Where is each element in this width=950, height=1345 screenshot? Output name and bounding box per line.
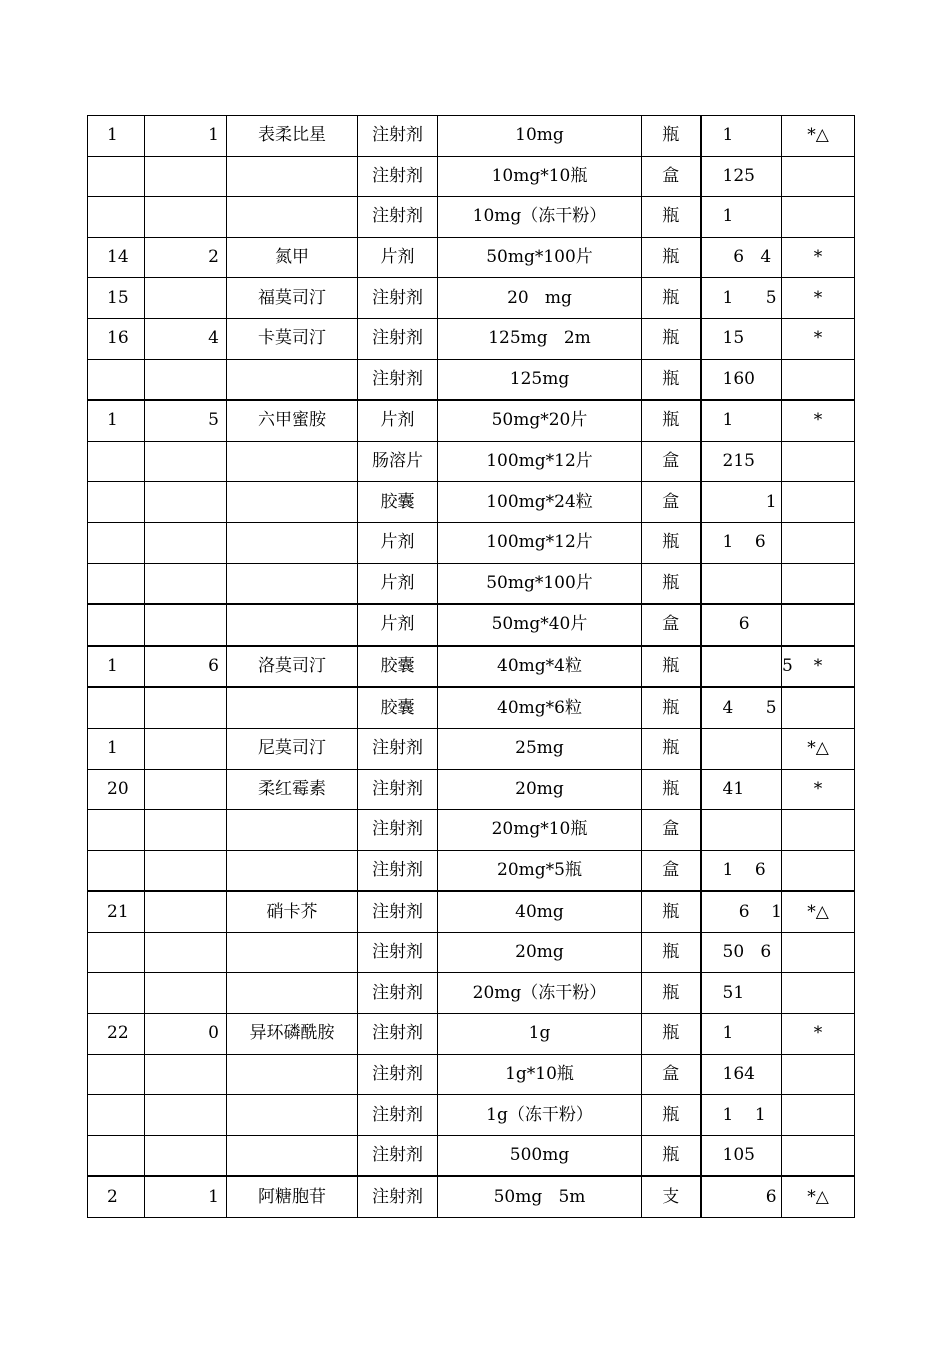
drug-name-cell: 阿糖胞苷: [227, 1176, 358, 1217]
table-row: [88, 850, 855, 891]
table-row: [88, 687, 855, 728]
specification-cell: 100mg*24粒: [438, 482, 642, 523]
mark-cell: *△: [782, 1176, 855, 1217]
table-row: [88, 1014, 855, 1055]
row-number-cell: [88, 932, 145, 973]
drug-name-cell: [227, 197, 358, 238]
row-number-cell: 1: [88, 646, 145, 688]
unit-cell: 盒: [642, 810, 701, 851]
dosage-form-cell: 片剂: [358, 563, 438, 604]
dosage-form-cell: 注射剂: [358, 769, 438, 810]
specification-cell: 20mg*10瓶: [438, 810, 642, 851]
quantity-cell: 1 1: [701, 1095, 782, 1136]
mark-cell: [782, 359, 855, 400]
drug-name-cell: 异环磷酰胺: [227, 1014, 358, 1055]
sequence-number-cell: 2: [145, 237, 227, 278]
table-row: [88, 604, 855, 646]
mark-cell: [782, 522, 855, 563]
sequence-number-cell: 1: [145, 116, 227, 157]
specification-cell: 40mg: [438, 891, 642, 932]
mark-cell: *: [782, 400, 855, 441]
specification-cell: 20mg: [438, 932, 642, 973]
unit-cell: 盒: [642, 441, 701, 482]
specification-cell: 100mg*12片: [438, 441, 642, 482]
drug-table: [87, 115, 855, 1218]
row-number-cell: [88, 156, 145, 197]
specification-cell: 50mg*40片: [438, 604, 642, 646]
drug-name-cell: 六甲蜜胺: [227, 400, 358, 441]
drug-name-cell: [227, 156, 358, 197]
drug-name-cell: [227, 441, 358, 482]
unit-cell: 支: [642, 1176, 701, 1217]
quantity-cell: 6: [701, 604, 782, 646]
mark-cell: [782, 604, 855, 646]
quantity-cell: 1: [701, 197, 782, 238]
unit-cell: 瓶: [642, 687, 701, 728]
sequence-number-cell: [145, 604, 227, 646]
quantity-cell: 41: [701, 769, 782, 810]
drug-name-cell: [227, 1054, 358, 1095]
unit-cell: 瓶: [642, 1135, 701, 1176]
dosage-form-cell: 注射剂: [358, 891, 438, 932]
quantity-cell: [701, 810, 782, 851]
dosage-form-cell: 注射剂: [358, 1176, 438, 1217]
mark-cell: *△: [782, 728, 855, 769]
sequence-number-cell: [145, 973, 227, 1014]
dosage-form-cell: 注射剂: [358, 318, 438, 359]
sequence-number-cell: [145, 156, 227, 197]
mark-cell: *△: [782, 891, 855, 932]
quantity-cell: 1: [701, 1014, 782, 1055]
dosage-form-cell: 注射剂: [358, 1014, 438, 1055]
table-row: [88, 116, 855, 157]
specification-cell: 100mg*12片: [438, 522, 642, 563]
specification-cell: 125mg: [438, 359, 642, 400]
row-number-cell: 14: [88, 237, 145, 278]
sequence-number-cell: [145, 728, 227, 769]
drug-name-cell: 表柔比星: [227, 116, 358, 157]
table-row: [88, 359, 855, 400]
sequence-number-cell: [145, 769, 227, 810]
drug-name-cell: [227, 810, 358, 851]
drug-name-cell: [227, 850, 358, 891]
quantity-cell: 164: [701, 1054, 782, 1095]
quantity-cell: 105: [701, 1135, 782, 1176]
mark-cell: *: [782, 769, 855, 810]
sequence-number-cell: [145, 563, 227, 604]
sequence-number-cell: [145, 932, 227, 973]
mark-cell: *: [782, 318, 855, 359]
table-row: [88, 318, 855, 359]
unit-cell: 瓶: [642, 197, 701, 238]
unit-cell: 盒: [642, 604, 701, 646]
specification-cell: 1g*10瓶: [438, 1054, 642, 1095]
sequence-number-cell: [145, 1095, 227, 1136]
sequence-number-cell: [145, 482, 227, 523]
mark-cell: [782, 1054, 855, 1095]
drug-name-cell: 氮甲: [227, 237, 358, 278]
table-row: [88, 197, 855, 238]
mark-cell: [782, 973, 855, 1014]
sequence-number-cell: [145, 891, 227, 932]
unit-cell: 瓶: [642, 237, 701, 278]
mark-cell: [782, 1135, 855, 1176]
table-row: [88, 810, 855, 851]
drug-name-cell: 尼莫司汀: [227, 728, 358, 769]
mark-cell: [782, 563, 855, 604]
unit-cell: 瓶: [642, 932, 701, 973]
table-row: [88, 482, 855, 523]
mark-cell: [782, 197, 855, 238]
table-row: [88, 973, 855, 1014]
specification-cell: 10mg（冻干粉）: [438, 197, 642, 238]
mark-cell: [782, 1095, 855, 1136]
unit-cell: 瓶: [642, 769, 701, 810]
drug-name-cell: [227, 932, 358, 973]
dosage-form-cell: 注射剂: [358, 810, 438, 851]
row-number-cell: 15: [88, 278, 145, 319]
unit-cell: 瓶: [642, 278, 701, 319]
table-row: [88, 1135, 855, 1176]
table-row: [88, 1054, 855, 1095]
sequence-number-cell: 6: [145, 646, 227, 688]
dosage-form-cell: 注射剂: [358, 116, 438, 157]
specification-cell: 50mg*20片: [438, 400, 642, 441]
quantity-cell: [701, 728, 782, 769]
sequence-number-cell: [145, 359, 227, 400]
drug-name-cell: [227, 687, 358, 728]
unit-cell: 瓶: [642, 400, 701, 441]
unit-cell: 盒: [642, 1054, 701, 1095]
dosage-form-cell: 注射剂: [358, 973, 438, 1014]
table-row: [88, 400, 855, 441]
drug-name-cell: 洛莫司汀: [227, 646, 358, 688]
row-number-cell: [88, 1095, 145, 1136]
sequence-number-cell: [145, 522, 227, 563]
quantity-cell: 51: [701, 973, 782, 1014]
drug-name-cell: [227, 359, 358, 400]
quantity-cell: 4 5: [701, 687, 782, 728]
specification-cell: 40mg*4粒: [438, 646, 642, 688]
dosage-form-cell: 片剂: [358, 400, 438, 441]
row-number-cell: [88, 563, 145, 604]
dosage-form-cell: 片剂: [358, 604, 438, 646]
quantity-cell: 1: [701, 482, 782, 523]
row-number-cell: [88, 973, 145, 1014]
unit-cell: 瓶: [642, 973, 701, 1014]
unit-cell: 瓶: [642, 891, 701, 932]
table-row: [88, 522, 855, 563]
quantity-cell: 215: [701, 441, 782, 482]
dosage-form-cell: 注射剂: [358, 1135, 438, 1176]
row-number-cell: [88, 522, 145, 563]
quantity-cell: 1: [701, 400, 782, 441]
table-row: [88, 278, 855, 319]
quantity-cell: [701, 563, 782, 604]
dosage-form-cell: 注射剂: [358, 850, 438, 891]
row-number-cell: [88, 850, 145, 891]
specification-cell: 1g（冻干粉）: [438, 1095, 642, 1136]
sequence-number-cell: [145, 1054, 227, 1095]
drug-name-cell: [227, 522, 358, 563]
drug-name-cell: [227, 604, 358, 646]
mark-cell: [782, 441, 855, 482]
dosage-form-cell: 注射剂: [358, 156, 438, 197]
table-row: [88, 1176, 855, 1217]
mark-cell: [782, 850, 855, 891]
mark-cell: [782, 482, 855, 523]
row-number-cell: 1: [88, 116, 145, 157]
sequence-number-cell: [145, 687, 227, 728]
row-number-cell: [88, 810, 145, 851]
quantity-cell: 6 4: [701, 237, 782, 278]
dosage-form-cell: 注射剂: [358, 1054, 438, 1095]
table-row: [88, 728, 855, 769]
quantity-cell: 50 6: [701, 932, 782, 973]
mark-cell: *△: [782, 116, 855, 157]
quantity-cell: 15: [701, 318, 782, 359]
dosage-form-cell: 注射剂: [358, 932, 438, 973]
quantity-cell: 6 1: [701, 891, 782, 932]
row-number-cell: 1: [88, 728, 145, 769]
specification-cell: 25mg: [438, 728, 642, 769]
sequence-number-cell: [145, 441, 227, 482]
sequence-number-cell: [145, 1135, 227, 1176]
dosage-form-cell: 片剂: [358, 522, 438, 563]
row-number-cell: 2: [88, 1176, 145, 1217]
row-number-cell: [88, 359, 145, 400]
drug-name-cell: [227, 1095, 358, 1136]
sequence-number-cell: [145, 850, 227, 891]
row-number-cell: [88, 441, 145, 482]
sequence-number-cell: 5: [145, 400, 227, 441]
dosage-form-cell: 肠溶片: [358, 441, 438, 482]
quantity-cell: 1: [701, 116, 782, 157]
mark-cell: [782, 687, 855, 728]
quantity-cell: 160: [701, 359, 782, 400]
row-number-cell: 22: [88, 1014, 145, 1055]
specification-cell: 50mg*100片: [438, 237, 642, 278]
dosage-form-cell: 注射剂: [358, 1095, 438, 1136]
unit-cell: 瓶: [642, 359, 701, 400]
dosage-form-cell: 注射剂: [358, 359, 438, 400]
mark-cell: [782, 810, 855, 851]
unit-cell: 瓶: [642, 116, 701, 157]
mark-cell: [782, 932, 855, 973]
unit-cell: 瓶: [642, 646, 701, 688]
quantity-cell: 1 5: [701, 278, 782, 319]
unit-cell: 瓶: [642, 1095, 701, 1136]
table-row: [88, 646, 855, 688]
unit-cell: 瓶: [642, 318, 701, 359]
row-number-cell: 21: [88, 891, 145, 932]
specification-cell: 20 mg: [438, 278, 642, 319]
specification-cell: 20mg: [438, 769, 642, 810]
unit-cell: 盒: [642, 156, 701, 197]
table-row: [88, 156, 855, 197]
specification-cell: 1g: [438, 1014, 642, 1055]
dosage-form-cell: 注射剂: [358, 278, 438, 319]
unit-cell: 盒: [642, 482, 701, 523]
drug-table-body: [88, 116, 855, 1218]
quantity-cell: 125: [701, 156, 782, 197]
unit-cell: 盒: [642, 850, 701, 891]
drug-name-cell: 柔红霉素: [227, 769, 358, 810]
specification-cell: 20mg*5瓶: [438, 850, 642, 891]
dosage-form-cell: 胶囊: [358, 646, 438, 688]
table-row: [88, 237, 855, 278]
drug-name-cell: 硝卡芥: [227, 891, 358, 932]
specification-cell: 40mg*6粒: [438, 687, 642, 728]
quantity-cell: 5: [701, 646, 782, 688]
dosage-form-cell: 注射剂: [358, 197, 438, 238]
dosage-form-cell: 注射剂: [358, 728, 438, 769]
quantity-cell: 6: [701, 1176, 782, 1217]
row-number-cell: 20: [88, 769, 145, 810]
specification-cell: 50mg 5m: [438, 1176, 642, 1217]
row-number-cell: [88, 197, 145, 238]
dosage-form-cell: 胶囊: [358, 482, 438, 523]
row-number-cell: [88, 1054, 145, 1095]
specification-cell: 20mg（冻干粉）: [438, 973, 642, 1014]
mark-cell: *: [782, 1014, 855, 1055]
drug-name-cell: [227, 1135, 358, 1176]
sequence-number-cell: [145, 810, 227, 851]
mark-cell: *: [782, 278, 855, 319]
row-number-cell: [88, 482, 145, 523]
table-row: [88, 932, 855, 973]
row-number-cell: 1: [88, 400, 145, 441]
specification-cell: 10mg: [438, 116, 642, 157]
specification-cell: 10mg*10瓶: [438, 156, 642, 197]
unit-cell: 瓶: [642, 522, 701, 563]
row-number-cell: [88, 687, 145, 728]
row-number-cell: 16: [88, 318, 145, 359]
unit-cell: 瓶: [642, 1014, 701, 1055]
unit-cell: 瓶: [642, 728, 701, 769]
drug-name-cell: [227, 482, 358, 523]
mark-cell: *: [782, 646, 855, 688]
sequence-number-cell: 0: [145, 1014, 227, 1055]
row-number-cell: [88, 604, 145, 646]
drug-name-cell: [227, 973, 358, 1014]
quantity-cell: 1 6: [701, 522, 782, 563]
table-row: [88, 1095, 855, 1136]
sequence-number-cell: [145, 278, 227, 319]
row-number-cell: [88, 1135, 145, 1176]
table-row: [88, 441, 855, 482]
drug-name-cell: 卡莫司汀: [227, 318, 358, 359]
unit-cell: 瓶: [642, 563, 701, 604]
mark-cell: [782, 156, 855, 197]
sequence-number-cell: 4: [145, 318, 227, 359]
mark-cell: *: [782, 237, 855, 278]
sequence-number-cell: 1: [145, 1176, 227, 1217]
drug-name-cell: 福莫司汀: [227, 278, 358, 319]
sequence-number-cell: [145, 197, 227, 238]
table-row: [88, 891, 855, 932]
quantity-cell: 1 6: [701, 850, 782, 891]
drug-name-cell: [227, 563, 358, 604]
specification-cell: 500mg: [438, 1135, 642, 1176]
dosage-form-cell: 片剂: [358, 237, 438, 278]
table-row: [88, 563, 855, 604]
table-row: [88, 769, 855, 810]
dosage-form-cell: 胶囊: [358, 687, 438, 728]
specification-cell: 50mg*100片: [438, 563, 642, 604]
specification-cell: 125mg 2m: [438, 318, 642, 359]
